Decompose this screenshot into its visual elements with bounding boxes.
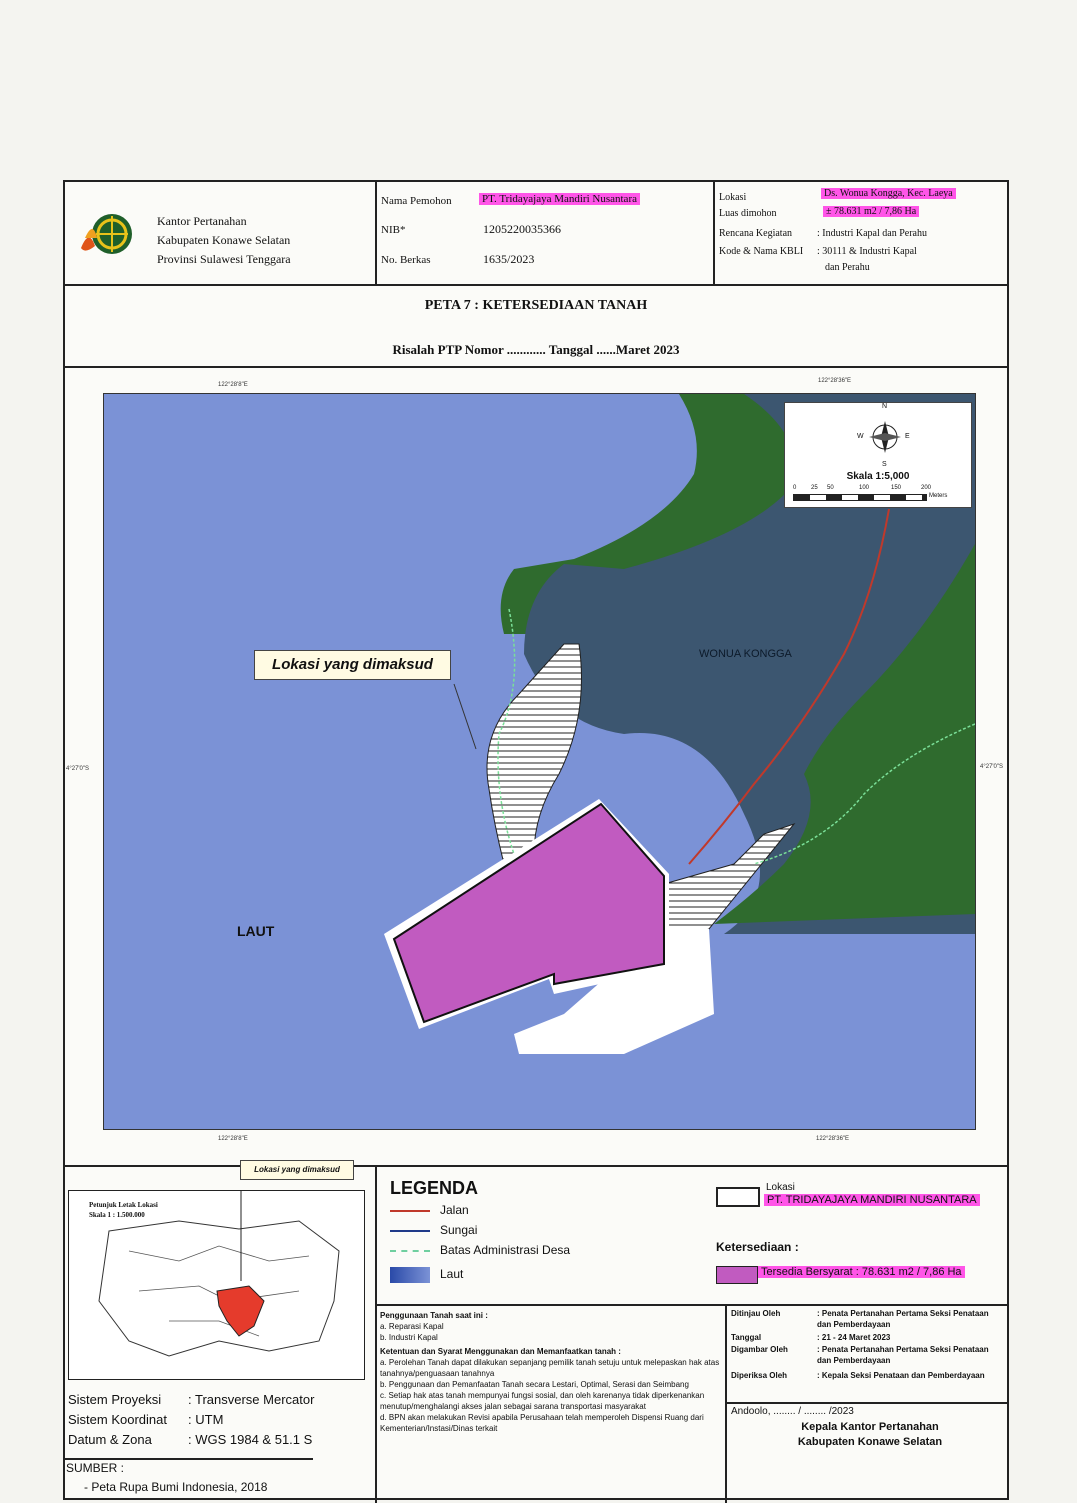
sumber-value: - Peta Rupa Bumi Indonesia, 2018 (84, 1480, 268, 1494)
village-label: WONUA KONGGA (699, 648, 792, 660)
proj-value: Transverse Mercator (195, 1392, 315, 1407)
inset-title2: Skala 1 : 1.500.000 (89, 1211, 145, 1219)
inset-map (68, 1190, 365, 1380)
river-swatch (390, 1230, 430, 1232)
legend-item-sungai: Sungai (440, 1223, 478, 1237)
kbli-label: Kode & Nama KBLI (719, 246, 804, 257)
main-map (103, 393, 976, 1130)
road-swatch (390, 1210, 430, 1212)
proj-label: Sistem Proyeksi (68, 1392, 162, 1407)
coord-top-right: 122°28'36"E (818, 378, 852, 384)
signature-block (730, 1420, 1010, 1450)
lokasi-label: Lokasi (766, 1182, 795, 1193)
scale-tick: 150 (891, 485, 902, 491)
risalah-line: Risalah PTP Nomor ............ Tanggal ......Maret 2023 (392, 342, 680, 357)
inset-title1: Petunjuk Letak Lokasi (89, 1201, 158, 1209)
divider (63, 1458, 313, 1460)
divider (63, 1165, 1009, 1167)
luas-label: Luas dimohon (719, 208, 777, 219)
bpn-logo (79, 208, 137, 260)
inset-canvas (69, 1191, 364, 1379)
legend-item-batas: Batas Administrasi Desa (440, 1243, 571, 1257)
sign-line1: Kepala Kantor Pertanahan (801, 1421, 939, 1433)
legend-items (390, 1200, 570, 1284)
nib-value: 1205220035366 (483, 222, 561, 236)
applicant-cell (375, 182, 715, 284)
legend-item-jalan: Jalan (440, 1203, 469, 1217)
approval (731, 1308, 1006, 1392)
ketersediaan-value: Tersedia Bersyarat : 78.631 m2 / 7,86 Ha (758, 1266, 965, 1278)
ketentuan-b: b. Penggunaan dan Pemanfaatan Tanah secara Lestari, Optimal, Serasi dan Seimbang (380, 1380, 689, 1389)
sea-label: LAUT (237, 923, 275, 939)
scale-tick: 200 (921, 485, 932, 491)
lokasi-swatch (716, 1187, 760, 1207)
penggunaan-title: Penggunaan Tanah saat ini : (380, 1311, 488, 1320)
tanggal-label: Tanggal (731, 1333, 762, 1342)
scale-tick: 50 (827, 485, 834, 491)
divider (375, 1304, 1009, 1306)
office-line1: Kantor Pertanahan (157, 214, 247, 228)
coord-sys-value: UTM (195, 1412, 224, 1427)
scale-tick: 25 (811, 485, 818, 491)
inset-callout: Lokasi yang dimaksud (240, 1160, 354, 1180)
divider (725, 1402, 1009, 1404)
compass-s: S (882, 461, 887, 468)
location-cell (713, 182, 1007, 284)
scale-label: Skala 1:5,000 (846, 471, 910, 482)
kbli-value2: dan Perahu (825, 262, 870, 273)
compass-w: W (857, 433, 864, 440)
datum-value: WGS 1984 & 51.1 S (195, 1432, 313, 1447)
diperiksa-value: : Kepala Seksi Penataan dan Pemberdayaan (817, 1371, 985, 1380)
luas-value: ± 78.631 m2 / 7,86 Ha (823, 206, 919, 217)
sea-swatch (390, 1267, 430, 1283)
penggunaan-b: b. Industri Kapal (380, 1333, 438, 1342)
digambar-label: Digambar Oleh (731, 1345, 788, 1354)
ketersediaan-label: Ketersediaan : (716, 1240, 799, 1254)
boundary-swatch (390, 1250, 430, 1252)
ketentuan-d: d. BPN akan melakukan Revisi apabila Perusahaan telah memperoleh Dispensi Ruang dari Kementerian/Instasi/Dinas terkait (380, 1413, 704, 1433)
coord-right: 4°27'0"S (980, 764, 1004, 770)
rencana-value: : Industri Kapal dan Perahu (817, 228, 927, 239)
scale-tick: 0 (793, 485, 797, 491)
berkas-value: 1635/2023 (483, 252, 535, 266)
scale-tick: 100 (859, 485, 870, 491)
nib-label: NIB* (381, 224, 406, 236)
coord-top-left: 122°28'8"E (218, 382, 248, 388)
coord-bottom-left: 122°28'8"E (218, 1136, 248, 1142)
sumber-label: SUMBER : (66, 1461, 125, 1475)
notes (380, 1310, 722, 1434)
legend-item-laut: Laut (440, 1267, 464, 1281)
coord-sys-label: Sistem Koordinat (68, 1412, 167, 1427)
berkas-label: No. Berkas (381, 254, 431, 266)
callout-label: Lokasi yang dimaksud (254, 650, 451, 680)
ditinjau-value: : Penata Pertanahan Pertama Seksi Penataan dan Pemberdayaan (817, 1309, 989, 1329)
lokasi-value: Ds. Wonua Kongga, Kec. Laeya (821, 188, 956, 199)
compass-n: N (882, 403, 888, 410)
compass-e: E (905, 433, 910, 440)
office-line3: Provinsi Sulawesi Tenggara (157, 252, 291, 266)
nama-value: PT. Tridayajaya Mandiri Nusantara (479, 193, 640, 205)
diperiksa-label: Diperiksa Oleh (731, 1371, 788, 1380)
available-swatch (716, 1266, 758, 1284)
projection-info: Sistem Proyeksi : Transverse Mercator Sistem Koordinat : UTM Datum & Zona : WGS 1984 & 51.1 S (68, 1390, 314, 1450)
ketentuan-title: Ketentuan dan Syarat Menggunakan dan Memanfaatkan tanah : (380, 1347, 621, 1356)
sign-line2: Kabupaten Konawe Selatan (797, 1436, 943, 1448)
coord-bottom-right: 122°28'36"E (816, 1136, 850, 1142)
lokasi-value: PT. TRIDAYAJAYA MANDIRI NUSANTARA (764, 1194, 980, 1206)
penggunaan-a: a. Reparasi Kapal (380, 1322, 444, 1331)
lokasi-label: Lokasi (719, 192, 747, 203)
scale-unit: Meters (929, 493, 948, 499)
office-line2: Kabupaten Konawe Selatan (157, 233, 291, 247)
rencana-label: Rencana Kegiatan (719, 228, 793, 239)
kbli-value: : 30111 & Industri Kapal (817, 246, 917, 257)
legend-title: LEGENDA (390, 1178, 479, 1198)
digambar-value: : Penata Pertanahan Pertama Seksi Penataan dan Pemberdayaan (817, 1345, 989, 1365)
ketentuan-c: c. Setiap hak atas tanah mempunyai fungsi sosial, dan oleh karenanya tidak diperkenankan menutup/menghalangi akses jalan sebagai sarana transportasi masyarakat (380, 1391, 705, 1411)
divider (375, 1167, 377, 1503)
scale-bar (793, 494, 927, 501)
ketentuan-a: a. Perolehan Tanah dapat dilakukan sepanjang pemilik tanah setuju untuk melepaskan hak atas tanahnya/penguasaan tanahnya (380, 1358, 720, 1378)
office-cell (65, 182, 377, 284)
header (65, 182, 1007, 286)
nama-label: Nama Pemohon (381, 195, 452, 207)
scale-box (784, 402, 972, 508)
title-band (65, 284, 1007, 368)
place-date: Andoolo, ........ / ........ /2023 (731, 1406, 854, 1417)
datum-label: Datum & Zona (68, 1432, 152, 1447)
map-title: PETA 7 : KETERSEDIAAN TANAH (424, 298, 648, 313)
tanggal-value: : 21 - 24 Maret 2023 (817, 1333, 891, 1342)
ditinjau-label: Ditinjau Oleh (731, 1309, 781, 1318)
compass-icon (865, 409, 905, 465)
coord-left: 4°27'0"S (66, 766, 90, 772)
